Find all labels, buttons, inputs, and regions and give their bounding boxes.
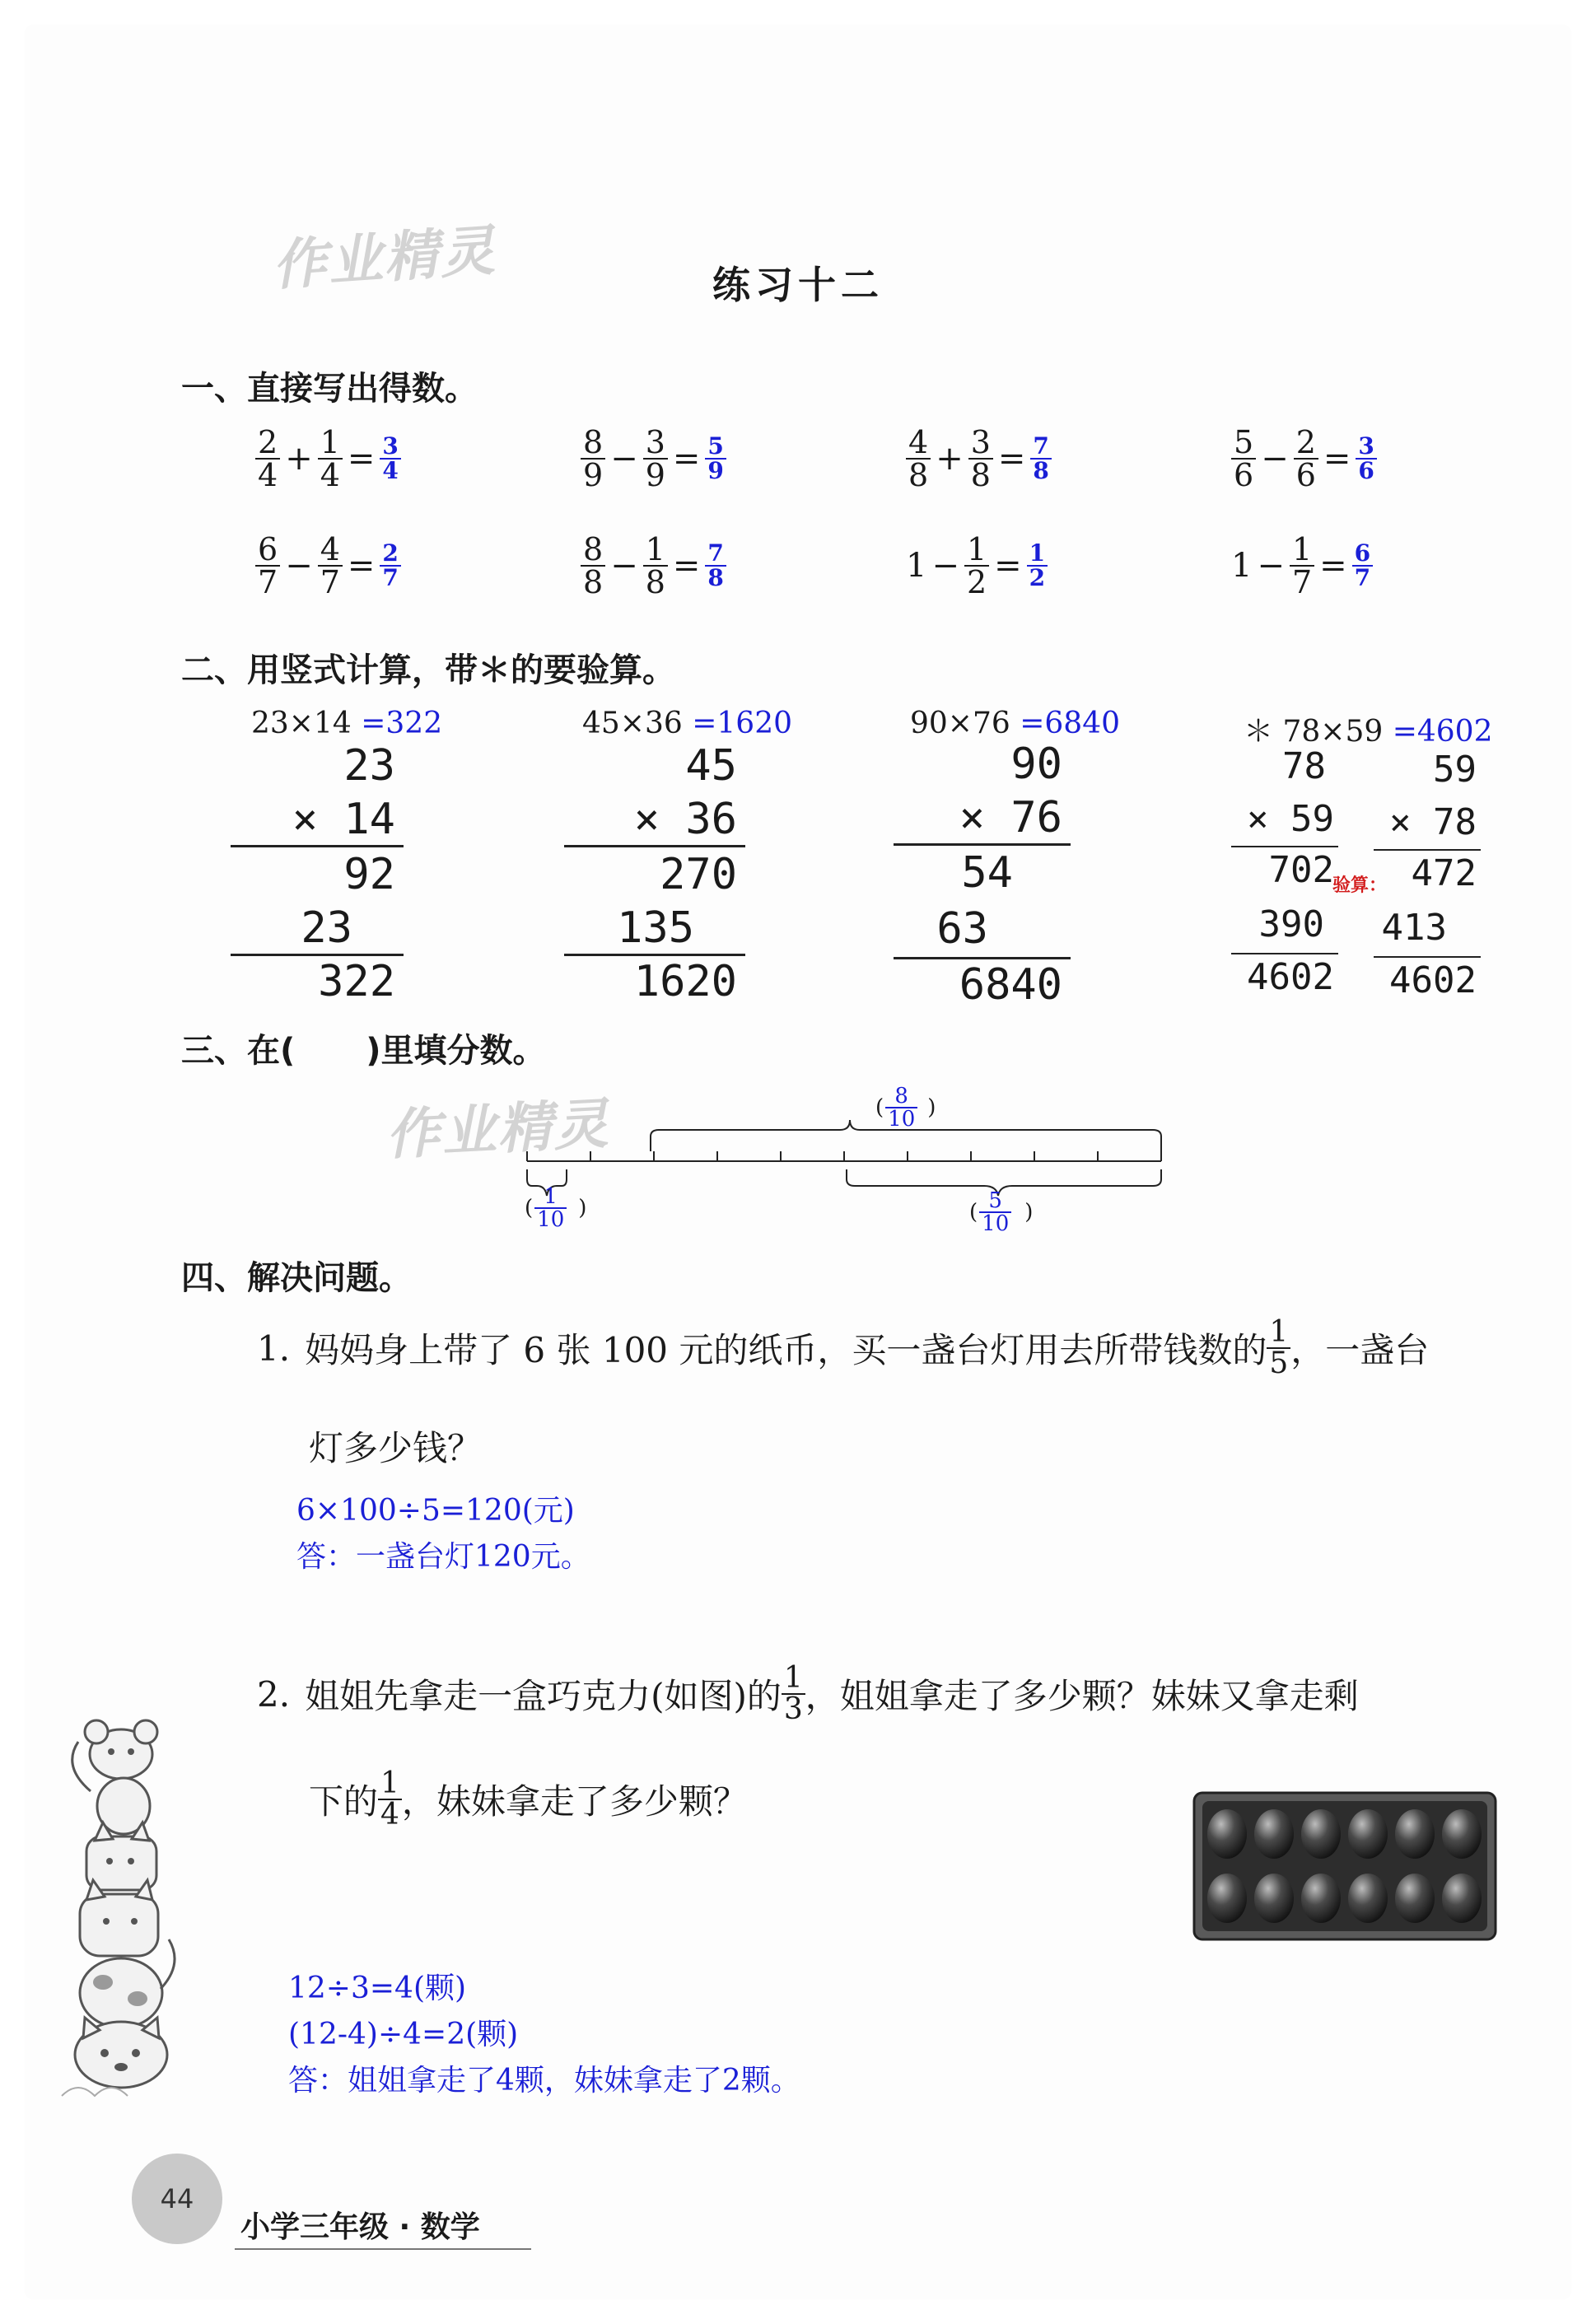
operator: − [1257, 547, 1285, 585]
calc4-expr: 78×59 [1282, 715, 1384, 749]
problem2-text: 姐姐先拿走一盒巧克力(如图)的 [305, 1676, 782, 1716]
answer [1027, 539, 1048, 591]
problem2-text-end: ，姐姐拿走了多少颗？妹妹又拿走剩 [805, 1676, 1359, 1716]
footer-label: 小学三年级 · 数学 [240, 2210, 480, 2244]
answer-fraction-num: 3 [382, 432, 399, 460]
calc4-row4: 390 [1258, 903, 1324, 945]
operator: − [931, 547, 959, 585]
operand-b-den: 2 [964, 565, 989, 598]
fill-left [525, 1186, 586, 1230]
calc3-line2 [894, 957, 1071, 959]
answer-fraction [1356, 432, 1376, 484]
section2-heading: 二、用竖式计算，带＊的要验算。 [181, 651, 675, 689]
operator: − [610, 547, 638, 585]
calc2-line2 [564, 954, 745, 956]
problem1-answer: 答：一盏台灯120元。 [296, 1540, 590, 1574]
problem2-fraction2 [378, 1766, 402, 1832]
fill-bottom-fraction [979, 1190, 1011, 1234]
paren-close: ) [927, 1095, 936, 1120]
operand-a [1231, 424, 1256, 493]
fill-bottom-num: 5 [988, 1188, 1002, 1213]
operand-b [318, 531, 343, 600]
problem2-answer-calc1: 12÷3=4(颗) [288, 1972, 467, 2005]
problem1-frac-num: 1 [1269, 1315, 1289, 1349]
check-line2 [1374, 956, 1481, 958]
operand-a-num: 2 [258, 424, 278, 460]
chocolate-piece [1301, 1874, 1341, 1923]
answer-fraction [1030, 432, 1051, 484]
calc3-row2: × 76 [959, 793, 1062, 842]
operand-a-den: 8 [906, 458, 931, 491]
operand-b-num: 3 [970, 424, 991, 460]
operand-b-num: 1 [320, 424, 340, 460]
equals-sign: = [1323, 440, 1351, 478]
whole-number: 1 [1231, 547, 1253, 585]
calc2-row3: 270 [660, 850, 737, 899]
answer [705, 432, 726, 484]
answer-fraction [1352, 539, 1373, 591]
calc3-line1 [894, 843, 1071, 846]
equation-5 [255, 531, 401, 600]
operand-b-den: 6 [1294, 458, 1318, 491]
calc1-row2: × 14 [292, 795, 395, 844]
operand-b-den: 9 [643, 458, 668, 491]
equation-3 [906, 424, 1052, 493]
number-line-ticks [527, 1151, 1161, 1161]
calc1-line2 [231, 954, 404, 956]
equation-2 [581, 424, 726, 493]
answer [380, 539, 400, 591]
operator: − [285, 547, 313, 585]
answer-fraction-num: 7 [1033, 432, 1049, 460]
problem2-line2-end: ，妹妹拿走了多少颗？ [401, 1781, 748, 1822]
whole-number: 1 [906, 547, 927, 585]
check-row5: 4602 [1389, 959, 1477, 1001]
check-row4: 413 [1381, 907, 1447, 949]
operand-b [1290, 531, 1314, 600]
answer [1352, 539, 1373, 591]
number-line [511, 1084, 1186, 1235]
calc4-row1: 78 [1282, 745, 1326, 787]
answer [1030, 432, 1051, 484]
paren-open: ( [875, 1095, 884, 1120]
operand-b-num: 1 [966, 531, 987, 567]
answer-fraction [705, 539, 726, 591]
calc4-result: =4602 [1392, 715, 1493, 749]
problem2-line2 [309, 1766, 748, 1832]
operand-b [1294, 424, 1318, 493]
operand-b-den: 7 [318, 565, 343, 598]
answer-fraction [705, 432, 726, 484]
answer-fraction-den: 7 [1352, 565, 1373, 590]
calc4-title [1244, 708, 1492, 750]
problem1-line1 [257, 1315, 1430, 1380]
problem1-text: 妈妈身上带了 6 张 100 元的纸币，买一盏台灯用去所带钱数的 [305, 1330, 1267, 1370]
operand-a [581, 531, 605, 600]
operand-b [964, 531, 989, 600]
check-label: 验算： [1332, 875, 1388, 896]
problem2-frac-num: 1 [783, 1661, 803, 1695]
page-title: 练习十二 [712, 263, 884, 307]
section3-heading-post: )里填分数。 [366, 1032, 546, 1070]
operand-b-num: 4 [320, 531, 340, 567]
calc4-line1 [1231, 846, 1338, 847]
calc3-vertical [894, 741, 1062, 1013]
equals-sign: = [672, 440, 701, 478]
answer [705, 539, 726, 591]
fill-bottom-den: 10 [979, 1211, 1011, 1234]
chocolate-piece [1395, 1809, 1435, 1859]
check-row1: 59 [1433, 749, 1477, 791]
answer-fraction-den: 4 [380, 458, 400, 483]
answer-fraction-num: 5 [707, 432, 724, 460]
answer-fraction-den: 7 [380, 565, 400, 590]
answer-fraction [380, 539, 400, 591]
chocolate-piece [1254, 1809, 1294, 1859]
fill-top-num: 8 [894, 1084, 908, 1108]
chocolate-piece [1442, 1809, 1482, 1859]
calc4-star: ＊ [1244, 715, 1274, 749]
operand-b-num: 3 [645, 424, 665, 460]
chocolate-box-image [1192, 1791, 1499, 1944]
operand-b [968, 424, 993, 493]
problem1-answer-calc: 6×100÷5=120(元) [296, 1494, 575, 1528]
calc1-title [251, 707, 442, 740]
problem2-fraction [782, 1661, 805, 1726]
operand-a-num: 6 [258, 531, 278, 567]
answer-fraction-num: 3 [1358, 432, 1374, 460]
chocolate-piece [1348, 1874, 1388, 1923]
section3-heading [181, 1024, 546, 1071]
chocolate-piece [1442, 1874, 1482, 1923]
answer-fraction-num: 6 [1354, 539, 1371, 567]
problem2-number: 2. [257, 1673, 291, 1715]
chocolate-piece [1207, 1874, 1247, 1923]
fill-top-fraction [885, 1085, 917, 1130]
calc3-expr: 90×76 [910, 707, 1010, 740]
calc3-row5: 6840 [959, 960, 1062, 1010]
equals-sign: = [672, 547, 701, 585]
calc2-result: =1620 [692, 707, 793, 740]
calc1-row4: 23 [301, 903, 352, 953]
calc3-row1: 90 [1010, 740, 1062, 789]
operand-a-den: 7 [255, 565, 280, 598]
operand-b-num: 1 [645, 531, 665, 567]
problem2-frac2-den: 4 [378, 1799, 402, 1830]
operand-a-den: 9 [581, 458, 605, 491]
calc1-expr: 23×14 [251, 707, 352, 740]
equation-7 [906, 531, 1048, 600]
check-row3: 472 [1411, 852, 1477, 894]
operator: − [1261, 440, 1289, 478]
calc2-row2: × 36 [633, 795, 737, 844]
fill-top [875, 1085, 936, 1130]
calc4-line2 [1231, 953, 1338, 954]
answer-fraction [1027, 539, 1048, 591]
fill-top-den: 10 [885, 1107, 917, 1130]
operand-b [318, 424, 343, 493]
paren-close: ) [1024, 1200, 1034, 1225]
answer-fraction-den: 8 [1030, 458, 1051, 483]
calc2-row4: 135 [617, 903, 694, 953]
operand-b-den: 8 [643, 565, 668, 598]
calc4-vertical [1231, 745, 1334, 1009]
operand-a-num: 8 [583, 531, 604, 567]
operand-a-num: 5 [1234, 424, 1254, 460]
problem2-line1 [257, 1661, 1359, 1726]
problem1-line2: 灯多少钱？ [309, 1428, 483, 1468]
chocolate-piece [1395, 1874, 1435, 1923]
answer-fraction-den: 8 [705, 565, 726, 590]
problem1-frac-den: 5 [1267, 1347, 1290, 1379]
calc4-row2: × 59 [1247, 798, 1334, 840]
paren-open: ( [969, 1200, 978, 1225]
calc3-row3: 54 [961, 848, 1013, 898]
chocolate-piece [1301, 1809, 1341, 1859]
problem1-text-end: ，一盏台 [1290, 1330, 1430, 1370]
calc3-title [910, 707, 1120, 740]
calc3-result: =6840 [1020, 707, 1121, 740]
equation-6 [581, 531, 726, 600]
equals-sign: = [994, 547, 1022, 585]
fill-left-den: 10 [534, 1207, 567, 1230]
equation-8 [1231, 531, 1373, 600]
calc1-result: =322 [361, 707, 443, 740]
answer [380, 432, 400, 484]
calc2-title [582, 707, 792, 740]
paren-open: ( [525, 1196, 534, 1220]
section4-heading: 四、解决问题。 [181, 1259, 412, 1297]
operand-b-num: 1 [1291, 531, 1313, 567]
calc1-row1: 23 [343, 741, 395, 791]
operator: + [936, 440, 964, 478]
check-vertical [1374, 745, 1477, 1009]
operand-b-den: 4 [318, 458, 343, 491]
calc1-row5: 322 [318, 957, 395, 1006]
answer-fraction [380, 432, 400, 484]
watermark-middle: 作业精灵 [384, 1091, 612, 1168]
operand-a [906, 424, 931, 493]
operand-a [581, 424, 605, 493]
operand-b [643, 424, 668, 493]
chocolate-piece [1348, 1809, 1388, 1859]
section1-heading: 一、直接写出得数。 [181, 370, 478, 408]
equals-sign: = [347, 547, 376, 585]
equation-4 [1231, 424, 1377, 493]
answer-fraction-num: 1 [1029, 539, 1046, 567]
calc2-row1: 45 [685, 741, 737, 791]
answer [1356, 432, 1376, 484]
footer-rule [235, 2248, 531, 2250]
operand-a [255, 424, 280, 493]
calc1-line1 [231, 845, 404, 847]
equals-sign: = [1319, 547, 1347, 585]
calc3-row4: 63 [936, 904, 988, 954]
problem2-frac-den: 3 [782, 1693, 805, 1724]
calc1-row3: 92 [343, 850, 395, 899]
operand-b [643, 531, 668, 600]
equation-1 [255, 424, 401, 493]
problem1-number: 1. [257, 1328, 291, 1369]
problem1-fraction [1267, 1315, 1290, 1380]
operand-a [255, 531, 280, 600]
calc2-row5: 1620 [633, 957, 737, 1006]
problem2-answer: 答：姐姐拿走了4颗，妹妹拿走了2颗。 [288, 2064, 800, 2098]
operand-b-den: 8 [968, 458, 993, 491]
operand-b-num: 2 [1295, 424, 1316, 460]
fill-bottom [969, 1190, 1033, 1234]
problem2-frac2-num: 1 [380, 1766, 399, 1800]
problem2-line2-pre: 下的 [309, 1781, 379, 1822]
operator: + [285, 440, 313, 478]
section3-heading-pre: 三、在( [181, 1032, 296, 1070]
operand-a-num: 8 [583, 424, 604, 460]
paren-close: ) [578, 1196, 587, 1220]
operand-a-num: 4 [908, 424, 929, 460]
page-number-badge [132, 2154, 222, 2244]
chocolate-piece [1254, 1874, 1294, 1923]
check-line1 [1374, 849, 1481, 851]
check-row2: × 78 [1389, 801, 1477, 843]
operand-a-den: 6 [1231, 458, 1256, 491]
answer-fraction-den: 6 [1356, 458, 1376, 483]
answer-fraction-num: 2 [382, 539, 399, 567]
equals-sign: = [347, 440, 376, 478]
calc4-row5: 4602 [1247, 956, 1334, 998]
operand-a-den: 4 [255, 458, 280, 491]
equals-sign: = [997, 440, 1026, 478]
operand-b-den: 7 [1290, 565, 1314, 598]
calc4-row3: 702 [1268, 849, 1334, 891]
answer-fraction-den: 2 [1027, 565, 1048, 590]
calc2-vertical [564, 741, 737, 1013]
answer-fraction-num: 7 [707, 539, 724, 567]
answer-fraction-den: 9 [705, 458, 726, 483]
page-number: 44 [160, 2183, 194, 2214]
fill-left-num: 1 [544, 1184, 558, 1209]
chocolate-piece [1207, 1809, 1247, 1859]
problem2-answer-calc2: (12-4)÷4=2(颗) [288, 2018, 519, 2051]
operand-a-den: 8 [581, 565, 605, 598]
chocolate-box-inner [1202, 1801, 1487, 1931]
fill-left-fraction [534, 1186, 567, 1230]
operator: − [610, 440, 638, 478]
calc2-line1 [564, 845, 745, 847]
watermark-top: 作业精灵 [270, 218, 498, 298]
calc2-expr: 45×36 [582, 707, 683, 740]
cartoon-animals-illustration [45, 1692, 185, 2104]
calc1-vertical [231, 741, 395, 1013]
